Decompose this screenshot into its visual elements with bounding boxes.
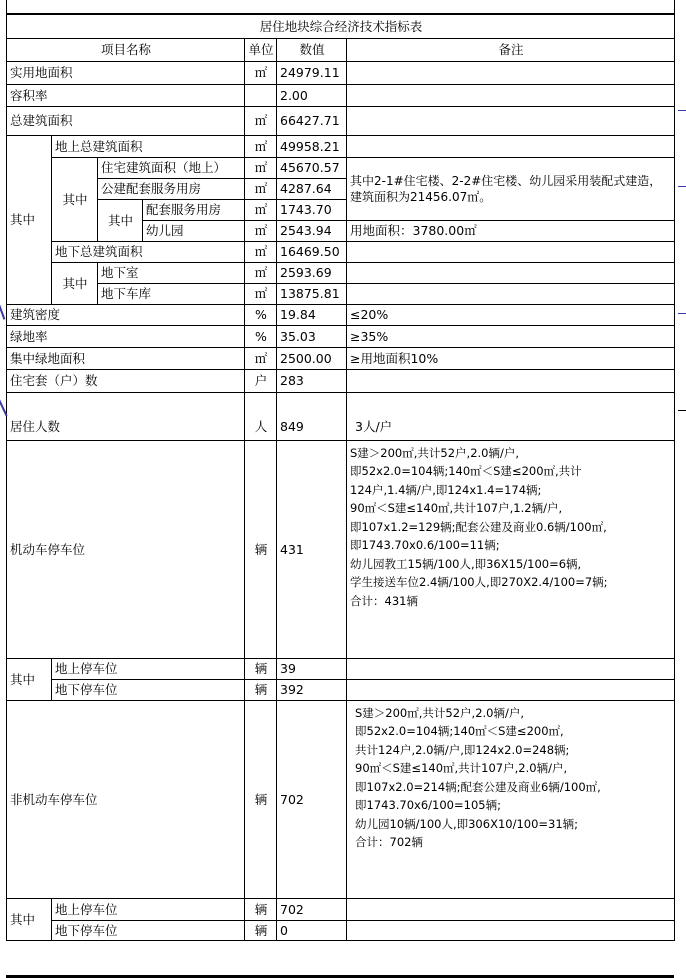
note-line: 即52x2.0=104辆;140㎡＜S建≤200㎡,共计 xyxy=(350,464,582,478)
row-note xyxy=(347,658,675,679)
table-row xyxy=(7,325,675,347)
header-note: 备注 xyxy=(347,38,675,61)
row-note xyxy=(347,106,675,135)
row-value: 2.00 xyxy=(277,84,347,106)
note-line: 共计124户,2.0辆/户,即124x2.0=248辆; xyxy=(355,742,570,757)
row-unit: 辆 xyxy=(245,700,277,898)
table-row xyxy=(7,679,675,700)
note-line: 即1743.70x0.6/100=11辆; xyxy=(350,538,500,552)
row-unit: ㎡ xyxy=(245,157,277,178)
row-unit: ㎡ xyxy=(245,220,277,241)
row-unit: 辆 xyxy=(245,440,277,658)
row-name: 配套服务用房 xyxy=(143,199,245,220)
row-unit: ㎡ xyxy=(245,178,277,199)
row-name: 集中绿地面积 xyxy=(7,347,245,369)
row-name: 容积率 xyxy=(7,84,245,106)
row-unit: % xyxy=(245,325,277,347)
table-row xyxy=(7,106,675,135)
table-row xyxy=(7,135,675,157)
row-value: 49958.21 xyxy=(277,135,347,157)
row-value: 1743.70 xyxy=(277,199,347,220)
row-note xyxy=(347,369,675,392)
row-note xyxy=(347,920,675,940)
row-unit: ㎡ xyxy=(245,347,277,369)
row-unit: ㎡ xyxy=(245,106,277,135)
row-note xyxy=(347,283,675,304)
table-row xyxy=(7,262,675,283)
header-value: 数值 xyxy=(277,38,347,61)
note-line: 幼儿园10辆/100人,即306X10/100=31辆; xyxy=(355,816,579,831)
group-label: 其中 xyxy=(7,658,52,700)
table-row xyxy=(7,658,675,679)
table-row xyxy=(7,157,675,178)
row-note xyxy=(347,262,675,283)
top-band-row xyxy=(7,0,675,14)
title-row xyxy=(7,14,675,38)
row-name: 地上停车位 xyxy=(52,898,245,920)
row-value: 35.03 xyxy=(277,325,347,347)
note-line: 即107x2.0=214辆;配套公建及商业6辆/100㎡, xyxy=(355,779,601,794)
row-value: 702 xyxy=(277,700,347,898)
row-name: 地下停车位 xyxy=(52,679,245,700)
table-row xyxy=(7,920,675,940)
indicator-table xyxy=(6,0,675,941)
note-line: 合计：431辆 xyxy=(350,593,418,608)
table-row xyxy=(7,304,675,325)
row-note: ≥用地面积10% xyxy=(347,347,675,369)
row-unit: ㎡ xyxy=(245,283,277,304)
row-note: ≤20% xyxy=(347,304,675,325)
row-name: 地上停车位 xyxy=(52,658,245,679)
row-value: 4287.64 xyxy=(277,178,347,199)
row-value: 702 xyxy=(277,898,347,920)
table-row xyxy=(7,283,675,304)
note-line: 即1743.70x6/100=105辆; xyxy=(355,798,501,812)
group-label: 其中 xyxy=(52,157,98,241)
prefab-note: 其中2-1#住宅楼、2-2#住宅楼、幼儿园采用装配式建造，建筑面积为21456.07㎡。 xyxy=(347,157,675,220)
group-label: 其中 xyxy=(7,135,52,304)
row-unit: % xyxy=(245,304,277,325)
row-value: 16469.50 xyxy=(277,241,347,262)
note-line: 合计：702辆 xyxy=(355,835,423,849)
row-note: 3人/户 xyxy=(347,392,675,440)
group-label: 其中 xyxy=(98,199,143,241)
row-name: 总建筑面积 xyxy=(7,106,245,135)
row-value: 392 xyxy=(277,679,347,700)
row-unit: 户 xyxy=(245,369,277,392)
row-value: 45670.57 xyxy=(277,157,347,178)
group-label: 其中 xyxy=(7,898,52,940)
row-name: 住宅套（户）数 xyxy=(7,369,245,392)
row-note: ≥35% xyxy=(347,325,675,347)
header-row xyxy=(7,38,675,61)
row-value: 19.84 xyxy=(277,304,347,325)
row-unit: ㎡ xyxy=(245,135,277,157)
row-value: 2543.94 xyxy=(277,220,347,241)
row-value: 431 xyxy=(277,440,347,658)
row-value: 13875.81 xyxy=(277,283,347,304)
row-unit: ㎡ xyxy=(245,241,277,262)
row-name: 地上总建筑面积 xyxy=(52,135,245,157)
note-line: 即107x1.2=129辆;配套公建及商业0.6辆/100㎡, xyxy=(350,519,607,534)
row-note xyxy=(347,898,675,920)
row-unit: 辆 xyxy=(245,898,277,920)
row-note xyxy=(347,679,675,700)
row-name: 住宅建筑面积（地上） xyxy=(98,157,245,178)
row-unit: ㎡ xyxy=(245,199,277,220)
motor-parking-note xyxy=(347,440,675,658)
row-value: 0 xyxy=(277,920,347,940)
cad-line-fragment xyxy=(678,313,686,314)
row-unit: 辆 xyxy=(245,658,277,679)
table-row xyxy=(7,84,675,106)
note-line: S建＞200㎡,共计52户,2.0辆/户, xyxy=(355,705,525,720)
row-unit: ㎡ xyxy=(245,262,277,283)
note-line: S建＞200㎡,共计52户,2.0辆/户, xyxy=(350,445,520,460)
cad-line-fragment xyxy=(0,300,5,319)
header-unit: 单位 xyxy=(245,38,277,61)
row-unit: 人 xyxy=(245,392,277,440)
row-unit: 辆 xyxy=(245,679,277,700)
row-name: 地下车库 xyxy=(98,283,245,304)
row-note xyxy=(347,84,675,106)
row-name: 机动车停车位 xyxy=(7,440,245,658)
row-name: 地下停车位 xyxy=(52,920,245,940)
note-line: 学生接送车位2.4辆/100人,即270X2.4/100=7辆; xyxy=(350,575,608,589)
table-row xyxy=(7,700,675,898)
table-row xyxy=(7,392,675,440)
table-row xyxy=(7,898,675,920)
cad-line-fragment xyxy=(678,186,686,187)
nonmotor-parking-note xyxy=(347,700,675,898)
row-value: 2593.69 xyxy=(277,262,347,283)
row-note xyxy=(347,135,675,157)
row-value: 2500.00 xyxy=(277,347,347,369)
row-value: 39 xyxy=(277,658,347,679)
note-line: 90㎡＜S建≤140㎡,共计107户,1.2辆/户, xyxy=(350,501,563,515)
row-unit xyxy=(245,84,277,106)
row-name: 幼儿园 xyxy=(143,220,245,241)
row-name: 地下室 xyxy=(98,262,245,283)
note-line: 124户,1.4辆/户,即124x1.4=174辆; xyxy=(350,482,542,497)
table-row xyxy=(7,241,675,262)
row-unit: ㎡ xyxy=(245,61,277,84)
note-line: 幼儿园教工15辆/100人,即36X15/100=6辆, xyxy=(350,556,582,571)
table-row xyxy=(7,347,675,369)
row-name: 实用地面积 xyxy=(7,61,245,84)
row-value: 849 xyxy=(277,392,347,440)
indicator-sheet xyxy=(6,0,674,978)
table-row xyxy=(7,61,675,84)
table-title: 居住地块综合经济技术指标表 xyxy=(7,14,675,38)
cad-line-fragment xyxy=(678,410,686,411)
row-value: 24979.11 xyxy=(277,61,347,84)
row-name: 公建配套服务用房 xyxy=(98,178,245,199)
row-name: 绿地率 xyxy=(7,325,245,347)
table-row xyxy=(7,369,675,392)
row-name: 居住人数 xyxy=(7,392,245,440)
row-value: 66427.71 xyxy=(277,106,347,135)
row-note xyxy=(347,61,675,84)
row-value: 283 xyxy=(277,369,347,392)
row-name: 非机动车停车位 xyxy=(7,700,245,898)
row-note: 用地面积：3780.00㎡ xyxy=(347,220,675,241)
header-name: 项目名称 xyxy=(7,38,245,61)
note-line: 90㎡＜S建≤140㎡,共计107户,2.0辆/户, xyxy=(355,761,568,775)
row-unit: 辆 xyxy=(245,920,277,940)
row-note xyxy=(347,241,675,262)
group-label: 其中 xyxy=(52,262,98,304)
table-row xyxy=(7,440,675,658)
row-name: 地下总建筑面积 xyxy=(52,241,245,262)
cad-line-fragment xyxy=(678,110,686,111)
note-line: 即52x2.0=104辆;140㎡＜S建≤200㎡, xyxy=(355,724,564,738)
row-name: 建筑密度 xyxy=(7,304,245,325)
